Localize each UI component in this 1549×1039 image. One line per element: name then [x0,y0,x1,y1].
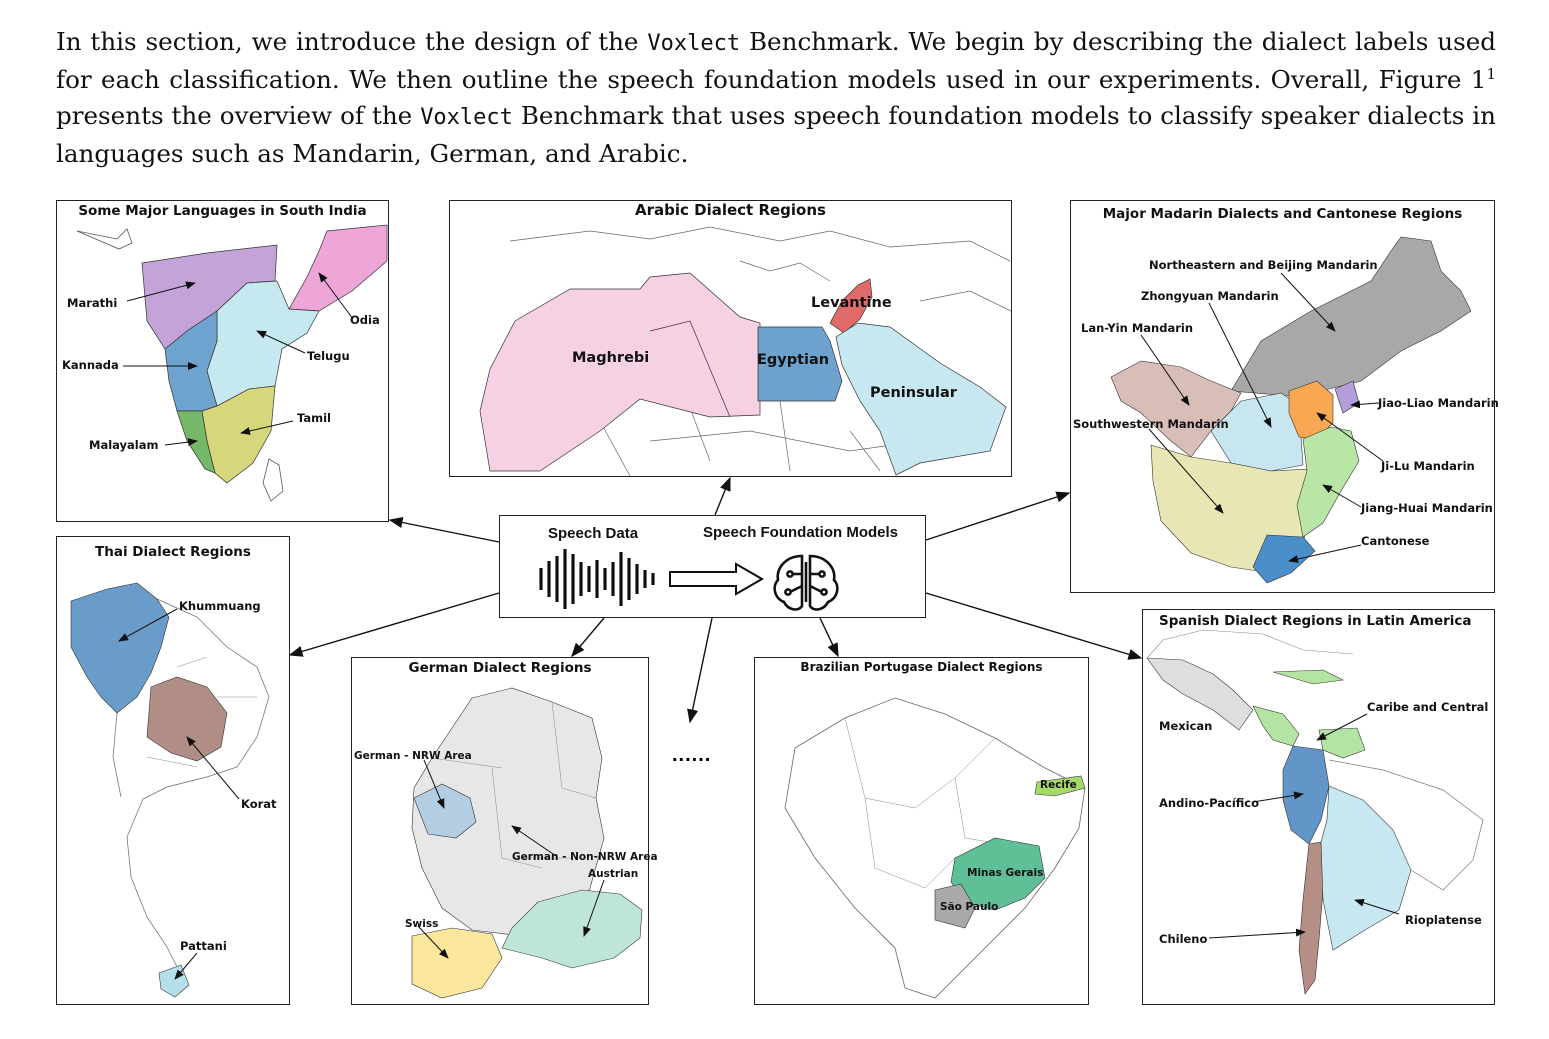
panel-brazil [754,657,1089,1005]
label-minas-gerais: Minas Gerais [967,867,1044,879]
label-andino-pacifico: Andino-Pacífico [1159,796,1260,810]
label-tamil: Tamil [297,411,331,425]
label-egyptian: Egyptian [757,352,830,368]
label-korat: Korat [241,797,277,811]
label-levantine: Levantine [811,295,892,311]
german-map [352,658,648,1004]
footnote-mark: 1 [1486,64,1496,83]
panel-title: Major Madarin Dialects and Cantonese Regions [1102,206,1463,222]
panel-title: Some Major Languages in South India [78,203,367,219]
foundation-models-label: Speech Foundation Models [703,524,899,541]
label-southwestern: Southwestern Mandarin [1073,417,1229,431]
panel-german [351,657,658,1005]
label-maghrebi: Maghrebi [572,350,650,366]
panel-south-india [56,200,389,522]
label-kannada: Kannada [62,358,119,372]
label-khummuang: Khummuang [179,599,261,613]
label-austrian: Austrian [588,868,639,880]
label-mexican: Mexican [1159,719,1213,733]
label-rioplatense: Rioplatense [1405,913,1482,927]
waveform-icon [500,516,925,617]
panel-title: German Dialect Regions [408,660,592,676]
label-recife: Recife [1040,779,1077,791]
label-ji-lu: Ji-Lu Mandarin [1381,459,1475,473]
label-malayalam: Malayalam [89,438,159,452]
label-jiao-liao: Jiao-Liao Mandarin [1378,396,1499,410]
label-cantonese: Cantonese [1361,534,1430,548]
label-non-nrw: German - Non-NRW Area [512,851,658,863]
label-chileno: Chileno [1159,932,1208,946]
label-northeastern: Northeastern and Beijing Mandarin [1149,258,1378,272]
label-odia: Odia [350,313,380,327]
brain-chip-icon [775,556,838,609]
speech-pipeline-box [499,515,926,618]
panel-arabic [449,200,1012,477]
speech-data-label: Speech Data [548,525,639,542]
ellipsis-more: ...... [672,744,712,766]
panel-spanish [1142,609,1495,1005]
panel-mandarin [1070,200,1499,593]
label-lan-yin: Lan-Yin Mandarin [1081,321,1194,335]
label-jiang-huai: Jiang-Huai Mandarin [1361,501,1493,515]
panel-title: Thai Dialect Regions [95,544,251,560]
label-sao-paulo: São Paulo [940,901,999,913]
intro-paragraph: In this section, we introduce the design of the Voxlect Benchmark. We begin by describing the dialect labels used for each classification. We then outline the speech foundation models used in our experiments. Overall, Figure $1^1$ presents the overview of the Voxlect Benchmark that uses speech foundation models to classify speaker dialects in languages such as Mandarin, German, and Arabic. [56,27,1496,168]
label-peninsular: Peninsular [870,385,957,401]
benchmark-name: Voxlect [647,31,741,56]
label-telugu: Telugu [307,349,350,363]
arrow-right-icon [670,564,762,594]
brazil-map [755,658,1088,1004]
panel-thai [56,536,290,1005]
panel-title: Brazilian Portugase Dialect Regions [800,660,1043,674]
label-zhongyuan: Zhongyuan Mandarin [1141,289,1279,303]
arabic-map [450,201,1011,476]
label-nrw: German - NRW Area [354,750,472,762]
panel-title: Spanish Dialect Regions in Latin America [1159,613,1472,629]
label-caribe-central: Caribe and Central [1367,700,1489,714]
label-pattani: Pattani [180,939,227,953]
panel-title: Arabic Dialect Regions [635,201,826,219]
benchmark-name: Voxlect [420,105,513,130]
label-marathi: Marathi [67,296,118,310]
label-swiss: Swiss [405,918,439,930]
